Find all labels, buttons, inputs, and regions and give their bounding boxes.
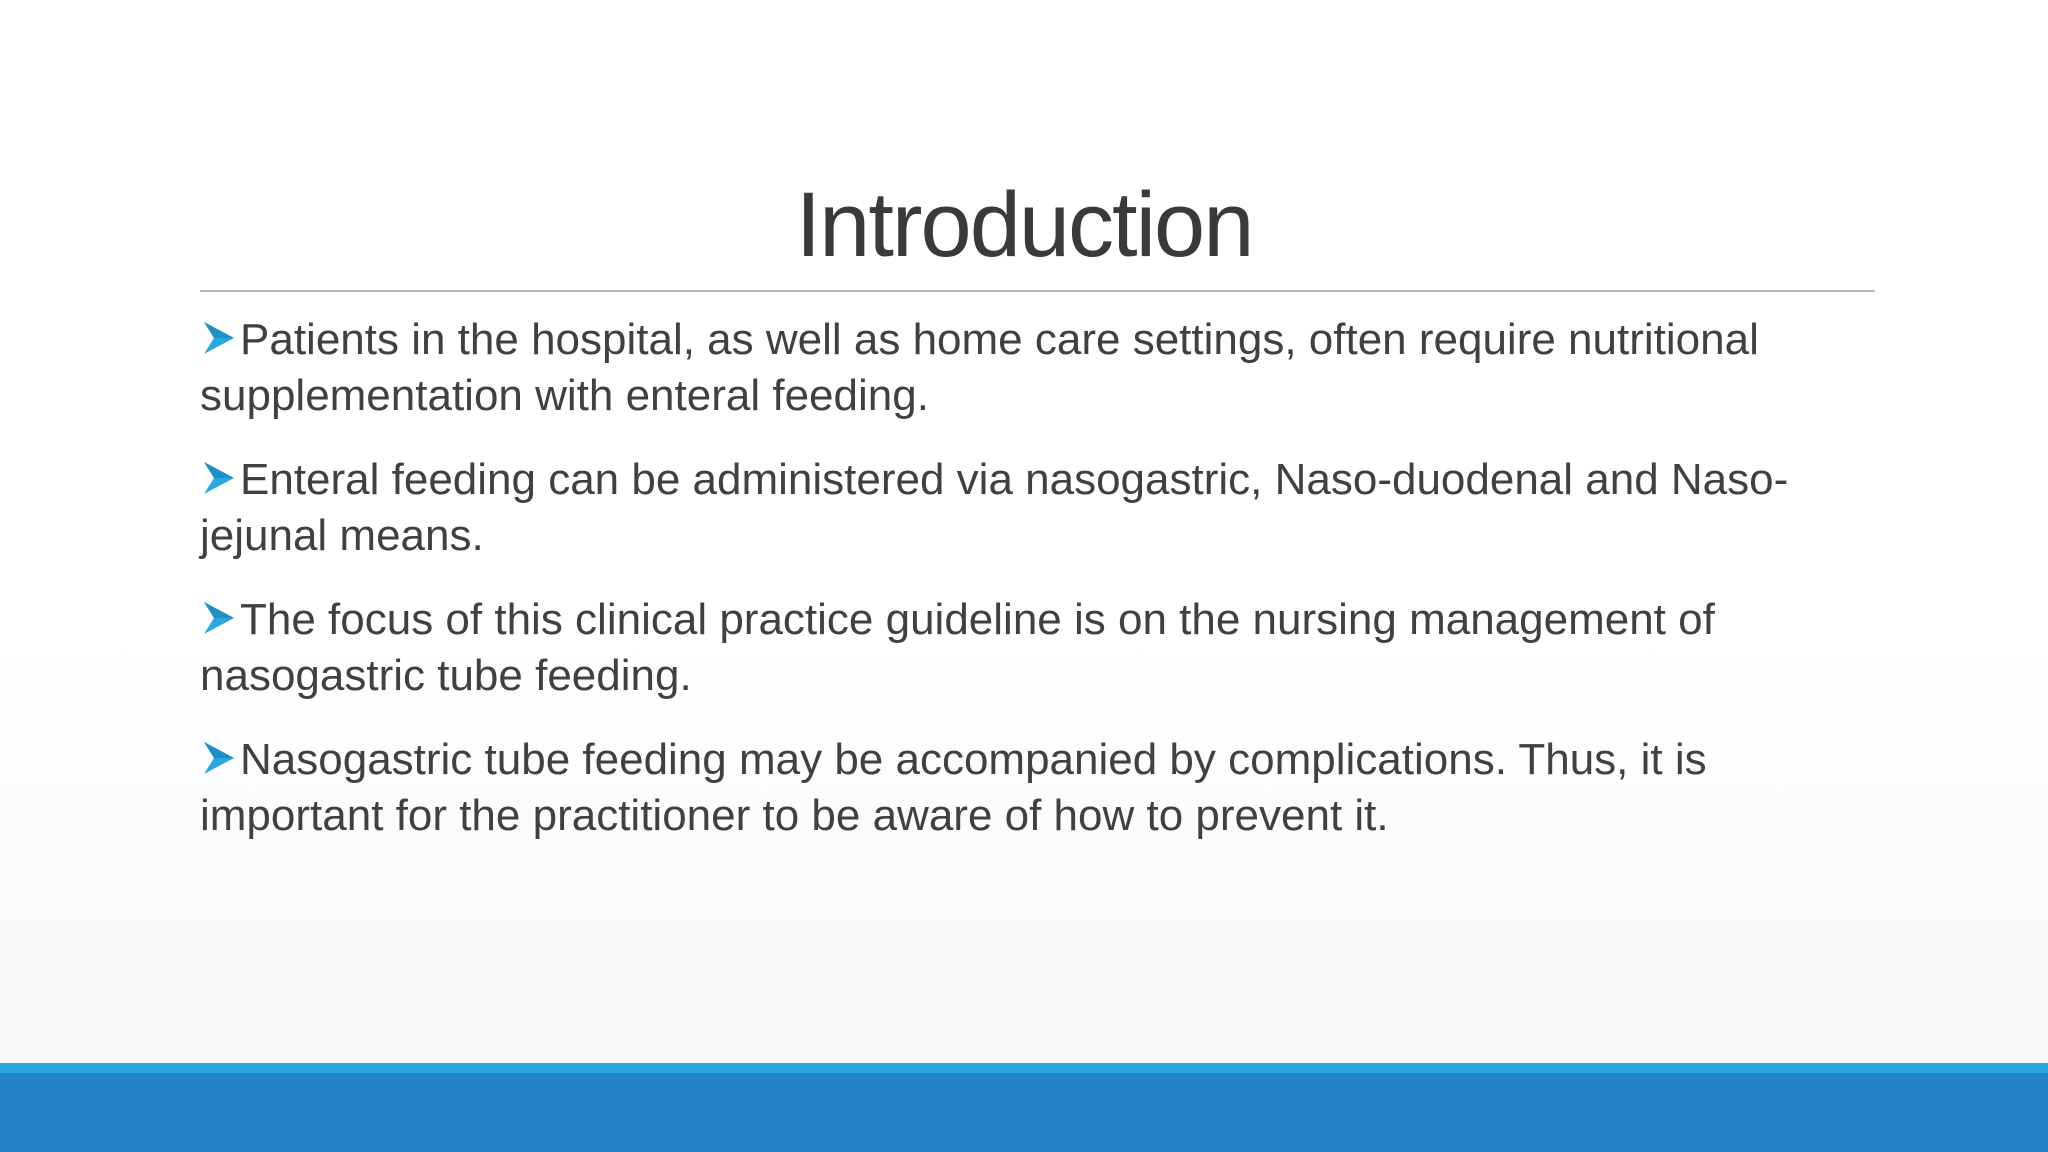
title-divider	[200, 290, 1875, 292]
arrow-bullet-icon	[200, 318, 238, 358]
bullet-item	[185, 312, 1885, 424]
arrow-bullet-icon	[200, 598, 238, 638]
bullet-item	[185, 592, 1885, 704]
bullet-item	[185, 732, 1885, 844]
bullet-text: Patients in the hospital, as well as home care settings, often require nutritional supplementation with enteral feeding.	[200, 315, 1759, 420]
bullet-list	[185, 312, 1885, 872]
bullet-item	[185, 452, 1885, 564]
bullet-text: Nasogastric tube feeding may be accompanied by complications. Thus, it is important for the practitioner to be aware of how to prevent it.	[200, 735, 1707, 840]
footer-accent-line	[0, 1063, 2048, 1073]
bullet-text: Enteral feeding can be administered via nasogastric, Naso-duodenal and Naso-jejunal means.	[200, 455, 1789, 560]
footer-bar	[0, 1073, 2048, 1152]
slide-title: Introduction	[795, 174, 1253, 276]
arrow-bullet-icon	[200, 458, 238, 498]
bullet-text: The focus of this clinical practice guideline is on the nursing management of nasogastric tube feeding.	[200, 595, 1715, 700]
arrow-bullet-icon	[200, 738, 238, 778]
